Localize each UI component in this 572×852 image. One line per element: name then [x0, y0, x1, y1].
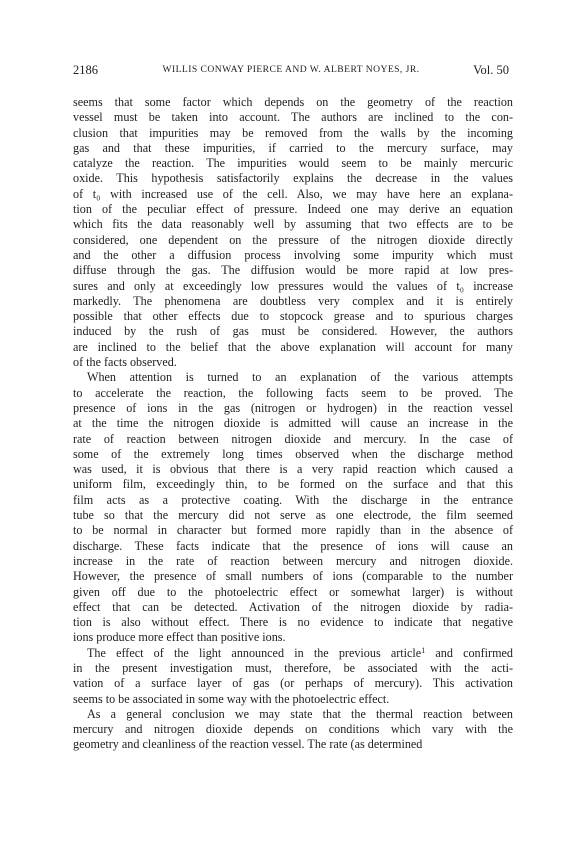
text-line: catalyze the reaction. The impurities would seem to be mainly mercuric	[73, 156, 513, 171]
text-line: rate of reaction between nitrogen dioxide and mercury. In the case of	[73, 431, 513, 446]
paragraph	[73, 707, 513, 753]
text-line: geometry and cleanliness of the reaction vessel. The rate (as determined	[73, 737, 423, 752]
text-line: of the facts observed.	[73, 355, 177, 370]
text-line: film acts as a protective coating. With the discharge in the entrance	[73, 492, 513, 507]
text-line: mercury and nitrogen dioxide depends on conditions which vary with the	[73, 722, 513, 737]
text-line: However, the presence of small numbers of ions (comparable to the number	[73, 569, 513, 584]
text-line: ions produce more effect than positive ions.	[73, 630, 286, 645]
text-line: effect that can be detected. Activation of the nitrogen dioxide by radia-	[73, 599, 513, 614]
text-line: tion is also without effect. There is no evidence to indicate that negative	[73, 615, 513, 630]
text-line: tube so that the mercury did not serve as one electrode, the film seemed	[73, 508, 513, 523]
text-line: given off due to the photoelectric effect or somewhat larger) is without	[73, 584, 513, 599]
page-number: 2186	[73, 63, 98, 77]
text-line: vessel must be taken into account. The authors are inclined to the con-	[73, 110, 513, 125]
text-line: uniform film, exceedingly thin, to be formed on the surface and that this	[73, 477, 513, 492]
text-line: some of the extremely long times observed when the discharge method	[73, 446, 513, 461]
text-line: When attention is turned to an explanation of the various attempts	[87, 370, 513, 385]
paragraph	[73, 95, 513, 370]
text-line: The effect of the light announced in the previous article$^1$ and confirmed	[87, 645, 513, 660]
text-line: increase in the rate of reaction between mercury and nitrogen dioxide.	[73, 553, 513, 568]
text-line: tion of the peculiar effect of pressure. Indeed one may derive an equation	[73, 202, 513, 217]
footnote-marker[interactable]: 1	[421, 645, 426, 655]
running-head-authors: WILLIS CONWAY PIERCE AND W. ALBERT NOYES, JR.	[162, 64, 420, 75]
running-header	[73, 63, 509, 81]
text-line: to accelerate the reaction, the following facts seem to be proved. The	[73, 385, 513, 400]
text-line: sures and only at exceedingly low pressures would the values of t₀ increase	[73, 278, 513, 293]
text-line: oxide. This hypothesis satisfactorily explains the decrease in the values	[73, 171, 513, 186]
text-line: possible that other effects due to stopcock grease and to spurious charges	[73, 309, 513, 324]
paragraph	[73, 370, 513, 645]
text-line: As a general conclusion we may state that the thermal reaction between	[87, 706, 513, 721]
article-body	[73, 95, 513, 753]
text-line: seems to be associated in some way with the photoelectric effect.	[73, 691, 390, 706]
text-line: markedly. The phenomena are doubtless very complex and it is entirely	[73, 293, 513, 308]
volume-label: Vol. 50	[473, 63, 509, 77]
text-line: to be normal in character but formed more rapidly than in the absence of	[73, 523, 513, 538]
text-line: was used, it is obvious that there is a very rapid reaction which caused a	[73, 462, 513, 477]
text-line: presence of ions in the gas (nitrogen or hydrogen) in the reaction vessel	[73, 400, 513, 415]
text-line: clusion that impurities may be removed from the walls by the incoming	[73, 125, 513, 140]
text-line: at the time the nitrogen dioxide is admitted will cause an increase in the	[73, 416, 513, 431]
text-line: considered, one dependent on the pressure of the nitrogen dioxide directly	[73, 232, 513, 247]
text-line: of t₀ with increased use of the cell. Also, we may have here an explana-	[73, 186, 513, 201]
text-line: which fits the data reasonably well by assuming that two effects are to be	[73, 217, 513, 232]
text-line: and the other a diffusion process involving some impurity which must	[73, 247, 513, 262]
text-line: in the present investigation must, therefore, be associated with the acti-	[73, 660, 513, 675]
text-line: induced by the rush of gas must be considered. However, the authors	[73, 324, 513, 339]
text-line: are inclined to the belief that the above explanation will account for many	[73, 339, 513, 354]
text-line: seems that some factor which depends on the geometry of the reaction	[73, 95, 513, 109]
text-line: vation of a surface layer of gas (or perhaps of mercury). This activation	[73, 676, 513, 691]
text-line: gas and that these impurities, if carried to the mercury surface, may	[73, 140, 513, 155]
paragraph	[73, 646, 513, 707]
text-line: discharge. These facts indicate that the presence of ions will cause an	[73, 538, 513, 553]
text-line: diffuse through the gas. The diffusion would be more rapid at low pres-	[73, 263, 513, 278]
